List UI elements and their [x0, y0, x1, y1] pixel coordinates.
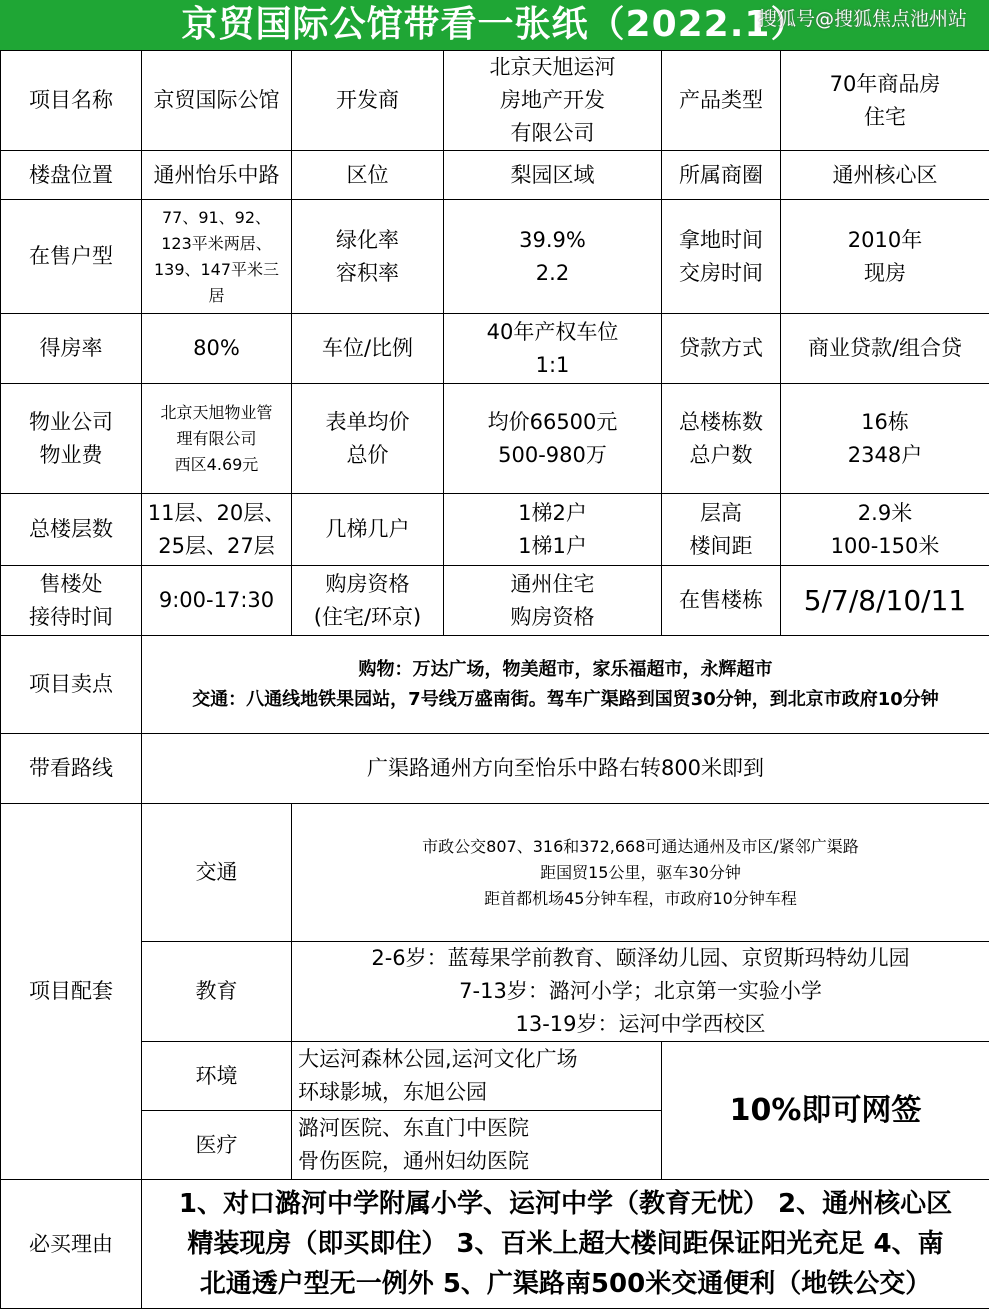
- label-business-circle: 所属商圈: [662, 151, 781, 200]
- value-price: 均价66500元 500-980万: [444, 384, 662, 494]
- value-efficiency-rate: 80%: [142, 314, 292, 384]
- table-row: [1, 151, 989, 200]
- project-info-table: [0, 50, 989, 1309]
- label-medical: 医疗: [142, 1111, 292, 1180]
- table-row: [1, 200, 989, 314]
- label-developer: 开发商: [292, 51, 444, 151]
- label-floor-height-spacing: 层高 楼间距: [662, 494, 781, 566]
- value-must-buy-reasons: 1、对口潞河中学附属小学、运河中学（教育无忧） 2、通州核心区 精装现房（即买即住） 3、百米上超大楼间距保证阳光充足 4、南 北通透户型无一例外 5、广渠路南500米交通便利（地铁公交）: [142, 1180, 989, 1309]
- value-buildings-on-sale: 5/7/8/10/11: [781, 566, 989, 636]
- value-elevators: 1梯2户 1梯1户: [444, 494, 662, 566]
- table-row: [1, 51, 989, 151]
- label-building-count: 总楼栋数 总户数: [662, 384, 781, 494]
- label-location: 楼盘位置: [1, 151, 142, 200]
- label-price: 表单均价 总价: [292, 384, 444, 494]
- label-loan-method: 贷款方式: [662, 314, 781, 384]
- value-loan-method: 商业贷款/组合贷: [781, 314, 989, 384]
- value-environment: 大运河森林公园,运河文化广场 环球影城，东旭公园: [292, 1042, 662, 1111]
- label-selling-points: 项目卖点: [1, 636, 142, 734]
- value-parking: 40年产权车位 1:1: [444, 314, 662, 384]
- label-buildings-on-sale: 在售楼栋: [662, 566, 781, 636]
- page-title: 京贸国际公馆带看一张纸（2022.1）: [0, 4, 989, 46]
- table-row: [1, 1042, 989, 1111]
- value-floors: 11层、20层、 25层、27层: [142, 494, 292, 566]
- value-traffic: 市政公交807、316和372,668可通达通州及市区/紧邻广渠路 距国贸15公里，驱车30分钟 距首都机场45分钟车程，市政府10分钟车程: [292, 804, 989, 942]
- value-purchase-qualification: 通州住宅 购房资格: [444, 566, 662, 636]
- label-must-buy-reasons: 必买理由: [1, 1180, 142, 1309]
- value-land-delivery-time: 2010年 现房: [781, 200, 989, 314]
- table-row: [1, 314, 989, 384]
- value-district: 梨园区域: [444, 151, 662, 200]
- label-environment: 环境: [142, 1042, 292, 1111]
- title-bar: [0, 0, 989, 50]
- table-row: [1, 734, 989, 804]
- label-property-company: 物业公司 物业费: [1, 384, 142, 494]
- value-property-company: 北京天旭物业管 理有限公司 西区4.69元: [142, 384, 292, 494]
- label-district: 区位: [292, 151, 444, 200]
- label-product-type: 产品类型: [662, 51, 781, 151]
- table-row: [1, 804, 989, 942]
- table-row: [1, 384, 989, 494]
- label-parking: 车位/比例: [292, 314, 444, 384]
- label-efficiency-rate: 得房率: [1, 314, 142, 384]
- value-medical: 潞河医院、东直门中医院 骨伤医院，通州妇幼医院: [292, 1111, 662, 1180]
- label-unit-types: 在售户型: [1, 200, 142, 314]
- label-elevators: 几梯几户: [292, 494, 444, 566]
- value-visit-route: 广渠路通州方向至怡乐中路右转800米即到: [142, 734, 989, 804]
- value-floor-height-spacing: 2.9米 100-150米: [781, 494, 989, 566]
- value-location: 通州怡乐中路: [142, 151, 292, 200]
- table-row: [1, 1180, 989, 1309]
- value-sales-office-hours: 9:00-17:30: [142, 566, 292, 636]
- value-product-type: 70年商品房 住宅: [781, 51, 989, 151]
- value-business-circle: 通州核心区: [781, 151, 989, 200]
- label-facilities: 项目配套: [1, 804, 142, 1180]
- value-project-name: 京贸国际公馆: [142, 51, 292, 151]
- table-row: [1, 566, 989, 636]
- value-building-count: 16栋 2348户: [781, 384, 989, 494]
- label-purchase-qualification: 购房资格 (住宅/环京): [292, 566, 444, 636]
- label-project-name: 项目名称: [1, 51, 142, 151]
- table-row: [1, 636, 989, 734]
- label-land-delivery-time: 拿地时间 交房时间: [662, 200, 781, 314]
- label-green-plot-ratio: 绿化率 容积率: [292, 200, 444, 314]
- value-developer: 北京天旭运河 房地产开发 有限公司: [444, 51, 662, 151]
- label-floors: 总楼层数: [1, 494, 142, 566]
- label-traffic: 交通: [142, 804, 292, 942]
- table-row: [1, 494, 989, 566]
- table-row: [1, 942, 989, 1042]
- watermark: 搜狐号@搜狐焦点池州站: [758, 8, 967, 30]
- value-education: 2-6岁：蓝莓果学前教育、颐泽幼儿园、京贸斯玛特幼儿园 7-13岁：潞河小学；北京第一实验小学 13-19岁：运河中学西校区: [292, 942, 989, 1042]
- label-visit-route: 带看路线: [1, 734, 142, 804]
- value-unit-types: 77、91、92、 123平米两居、 139、147平米三 居: [142, 200, 292, 314]
- sign-note: 10%即可网签: [662, 1042, 989, 1180]
- label-education: 教育: [142, 942, 292, 1042]
- value-selling-points: 购物：万达广场，物美超市，家乐福超市，永辉超市 交通：八通线地铁果园站，7号线万盛南街。驾车广渠路到国贸30分钟，到北京市政府10分钟: [142, 636, 989, 734]
- label-sales-office-hours: 售楼处 接待时间: [1, 566, 142, 636]
- value-green-plot-ratio: 39.9% 2.2: [444, 200, 662, 314]
